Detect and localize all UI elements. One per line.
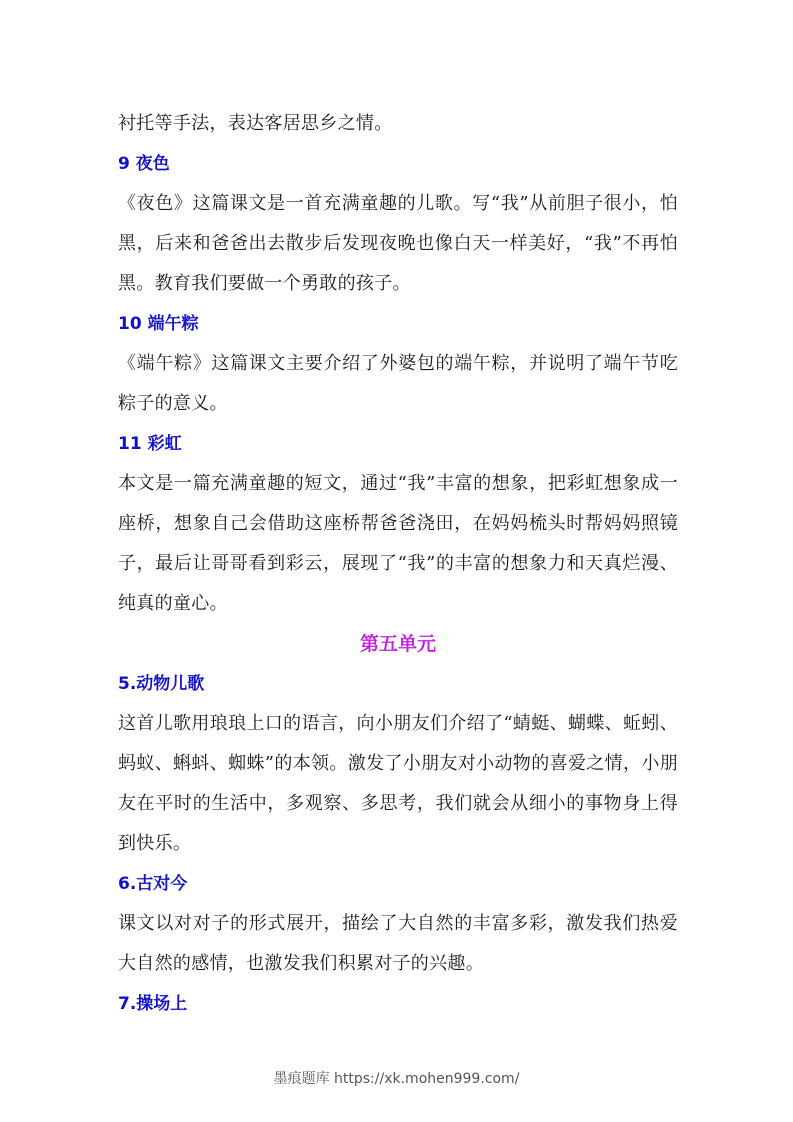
footer-watermark: 墨痕题库 https://xk.mohen999.com/ [273, 1071, 520, 1087]
document-page [118, 104, 678, 1024]
section-body-10: 《端午粽》这篇课文主要介绍了外婆包的端午粽，并说明了端午节吃粽子的意义。 [118, 353, 678, 414]
unit-section-heading-7: 7.操场上 [118, 994, 188, 1014]
section-body-11: 本文是一篇充满童趣的短文，通过“我”丰富的想象，把彩虹想象成一座桥，想象自己会借助这座桥帮爸爸浇田，在妈妈梳头时帮妈妈照镜子，最后让哥哥看到彩云，展现了“我”的丰富的想象力和天真烂漫、纯真的童心。 [118, 473, 678, 614]
unit-section-heading-6: 6.古对今 [118, 874, 188, 894]
unit-section-heading-5: 5.动物儿歌 [118, 674, 205, 694]
section-heading-11: 11 彩虹 [118, 434, 182, 454]
section-heading-9: 9 夜色 [118, 154, 170, 174]
intro-tail-text: 衬托等手法，表达客居思乡之情。 [118, 113, 393, 134]
unit-title: 第五单元 [359, 633, 436, 655]
section-heading-10: 10 端午粽 [118, 314, 199, 334]
unit-section-body-5: 这首儿歌用琅琅上口的语言，向小朋友们介绍了“蜻蜓、蝴蝶、蚯蚓、蚂蚁、蝌蚪、蜘蛛”的本领。激发了小朋友对小动物的喜爱之情，小朋友在平时的生活中，多观察、多思考，我们就会从细小的事物身上得到快乐。 [118, 713, 678, 854]
unit-section-body-6: 课文以对对子的形式展开，描绘了大自然的丰富多彩，激发我们热爱大自然的感情，也激发我们积累对子的兴趣。 [118, 913, 678, 974]
section-body-9: 《夜色》这篇课文是一首充满童趣的儿歌。写“我”从前胆子很小，怕黑，后来和爸爸出去散步后发现夜晚也像白天一样美好，“我”不再怕黑。教育我们要做一个勇敢的孩子。 [118, 193, 678, 294]
